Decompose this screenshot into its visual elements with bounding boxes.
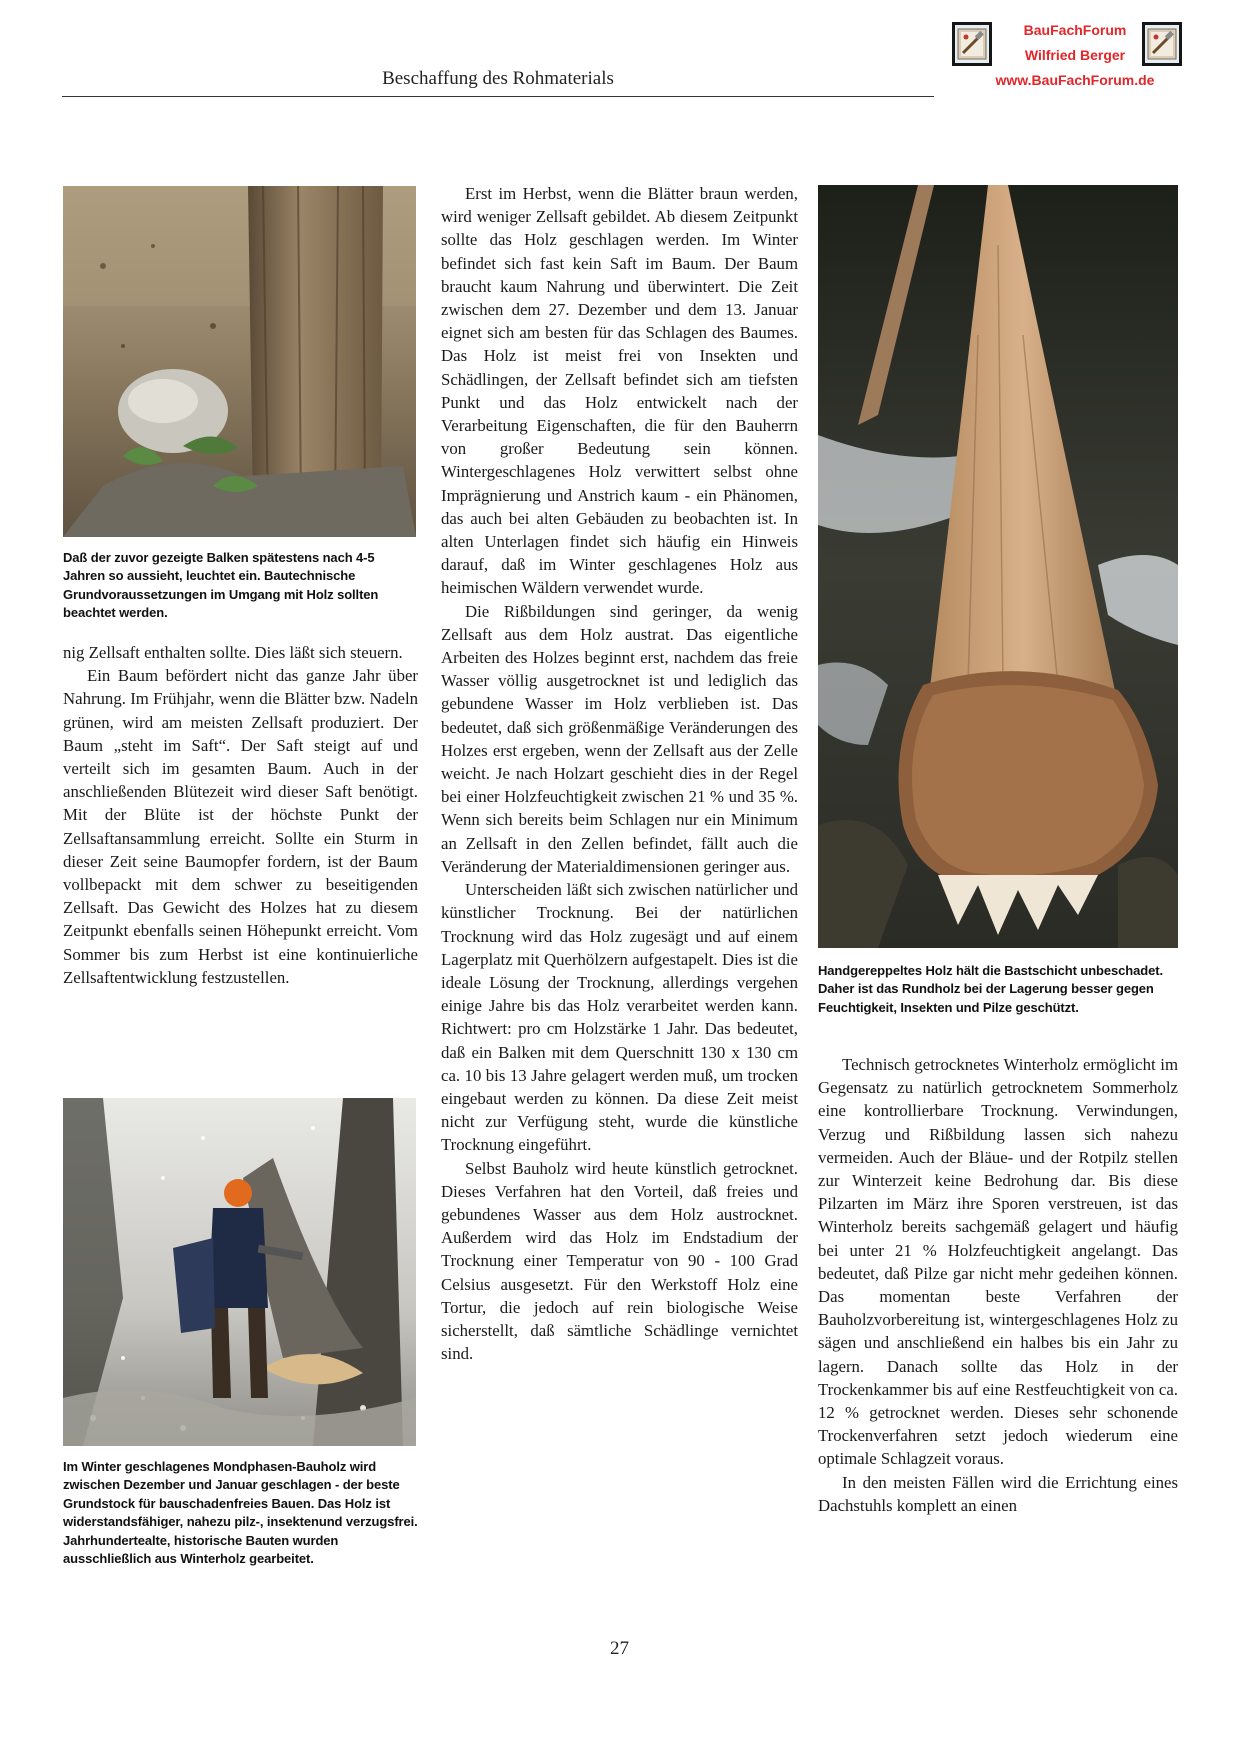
- paragraph: Ein Baum befördert nicht das ganze Jahr über Nahrung. Im Frühjahr, wenn die Blätter bzw. Nadeln grünen, wird am meisten Zellsaft produziert. Der Baum „steht im Saft“. Der Saft steigt auf und verteilt sich im gesamten Baum. Auch in der anschließenden Blütezeit wird dieser Saft benötigt. Mit der Blüte ist der höchste Punkt der Zellsaftansammlung erreicht. Sollte ein Sturm in dieser Zeit seine Baumopfer fordern, ist der Baum vollbepackt mit dem schwer zu beseitigenden Zellsaft. Das Gewicht des Holzes hat zu diesem Zeitpunkt ebenfalls seinen Höhepunkt erreicht. Vom Sommer bis zum Herbst ist eine kontinuierliche Zellsaftentwicklung festzustellen.: [63, 666, 418, 987]
- header-rule: [62, 96, 934, 97]
- watermark-stamp: [944, 18, 1206, 94]
- paragraph: Die Rißbildungen sind geringer, da wenig Zellsaft aus dem Holz austrat. Das eigentliche Arbeiten des Holzes beginnt erst, nachdem das freie Wasser völlig ausgetrocknet ist und lediglich das gebundene Wasser im Holz verblieben ist. Das bedeutet, daß sich größenmäßige Veränderungen des Holzes erst ergeben, wenn der Zellsaft aus der Zelle weicht. Je nach Holzart geschieht dies in der Regel bei einer Holzfeuchtigkeit zwischen 21 % und 35 %. Wenn sich bereits beim Schlagen nur ein Minimum an Zellsaft in den Zellen befindet, fällt auch die Veränderung der Materialdimensionen geringer aus.: [441, 601, 798, 876]
- paragraph: Erst im Herbst, wenn die Blätter braun werden, wird weniger Zellsaft gebildet. Ab diesem Zeitpunkt sollte das Holz geschlagen werden. Im Winter befindet sich fast kein Saft im Baum. Der Baum braucht kaum Nahrung und überwintert. Die Zeit zwischen dem 27. Dezember und dem 13. Januar eignet sich am besten für das Schlagen des Baumes. Das Holz ist meist frei von Insekten und Schädlingen, der Zellsaft befindet sich am tiefsten Punkt und das Holz entwickelt nach der Verarbeitung Eigenschaften, die für den Bauherrn von großer Bedeutung sein können. Wintergeschlagenes Holz verwittert selbst ohne Imprägnierung und Anstrich kaum - ein Phänomen, das auch bei alten Gebäuden zu beobachten ist. In alten Unterlagen findet sich häufig ein Hinweis darauf, daß im Winter geschlagenes Holz aus heimischen Wäldern verwendet wurde.: [441, 184, 798, 598]
- stamp-line-name: Wilfried Berger: [1024, 47, 1126, 63]
- photo-felled-log: [818, 185, 1178, 948]
- stamp-line-forum: BauFachForum: [1023, 22, 1127, 38]
- caption-figure-1: Daß der zuvor gezeigte Balken spätestens nach 4-5 Jahren so aussieht, leuchtet ein. Bautechnische Grundvoraussetzungen im Umgang mit Holz sollten beachtet werden.: [63, 550, 379, 621]
- paragraph: nig Zellsaft enthalten sollte. Dies läßt sich steuern.: [63, 643, 403, 662]
- page-number: 27: [610, 1638, 629, 1659]
- paragraph: In den meisten Fällen wird die Errichtung eines Dachstuhls komplett an einen: [818, 1472, 1178, 1515]
- stamp-line-url: www.BauFachForum.de: [995, 72, 1155, 88]
- text-column-3: [818, 1053, 1178, 1517]
- photo-decayed-post: [63, 186, 416, 537]
- text-column-2: [441, 182, 798, 1365]
- book-tools-icon: [1142, 22, 1182, 66]
- caption-figure-3: Handgereppeltes Holz hält die Bastschicht unbeschadet. Daher ist das Rundholz bei der Lagerung besser gegen Feuchtigkeit, Insekten und Pilze geschützt.: [818, 963, 1163, 1015]
- photo-lumberjack-felling: [63, 1098, 416, 1446]
- caption-figure-2: Im Winter geschlagenes Mondphasen-Bauholz wird zwischen Dezember und Januar geschlagen - der beste Grundstock für bauschadenfreies Bauen. Das Holz ist widerstandsfähiger, nahezu pilz-, insektenund verzugsfrei. Jahrhundertealte, historische Bauten wurden ausschließlich aus Winterholz gearbeitet.: [63, 1459, 418, 1567]
- paragraph: Technisch getrocknetes Winterholz ermöglicht im Gegensatz zu natürlich getrocknetem Sommerholz eine kontrollierbare Trocknung. Verwindungen, Verzug und Rißbildung lassen sich nahezu vermeiden. Auch der Bläue- und der Rotpilz stellen zur Winterzeit keine Bedrohung dar. Bis diese Pilzarten im März ihre Sporen verstreuen, ist das Winterholz bereits sachgemäß gelagert und häufig bei unter 21 % Holzfeuchtigkeit angelangt. Das bedeutet, daß Pilze gar nicht mehr gedeihen können. Das momentan beste Verfahren der Bauholzvorbereitung ist, wintergeschlagenes Holz zu sägen und anschließend ein halbes bis ein Jahr zu lagern. Danach sollte das Holz in der Trockenkammer bis auf eine Restfeuchtigkeit von ca. 12 % getrocknet werden. Dieses sehr schonende Trockenverfahren setzt jedoch wiederum eine optimale Schlagzeit voraus.: [818, 1055, 1178, 1469]
- running-head: Beschaffung des Rohmaterials: [382, 68, 614, 89]
- paragraph: Unterscheiden läßt sich zwischen natürlicher und künstlicher Trocknung. Bei der natürlichen Trocknung wird das Holz zugesägt und auf einem Lagerplatz mit Querhölzern aufgestapelt. Dies ist die ideale Lösung der Trocknung, allerdings vergehen einige Jahre bis das Holz verarbeitet werden kann. Richtwert: pro cm Holzstärke 1 Jahr. Das bedeutet, daß ein Balken mit dem Querschnitt 130 x 130 cm ca. 10 bis 13 Jahre gelagert werden muß, um trocken eingebaut werden zu können. Da diese Zeit meist nicht zur Verfügung steht, wurde die künstliche Trocknung eingeführt.: [441, 880, 798, 1155]
- text-column-1: [63, 641, 418, 989]
- paragraph: Selbst Bauholz wird heute künstlich getrocknet. Dieses Verfahren hat den Vorteil, daß freies und gebundenes Wasser aus dem Holz austrocknet. Außerdem wird das Holz im Endstadium der Trocknung einer Temperatur von 90 - 100 Grad Celsius ausgesetzt. Für den Werkstoff Holz eine Tortur, die jedoch auf rein biologische Weise sicherstellt, daß sämtliche Schädlinge vernichtet sind.: [441, 1158, 798, 1364]
